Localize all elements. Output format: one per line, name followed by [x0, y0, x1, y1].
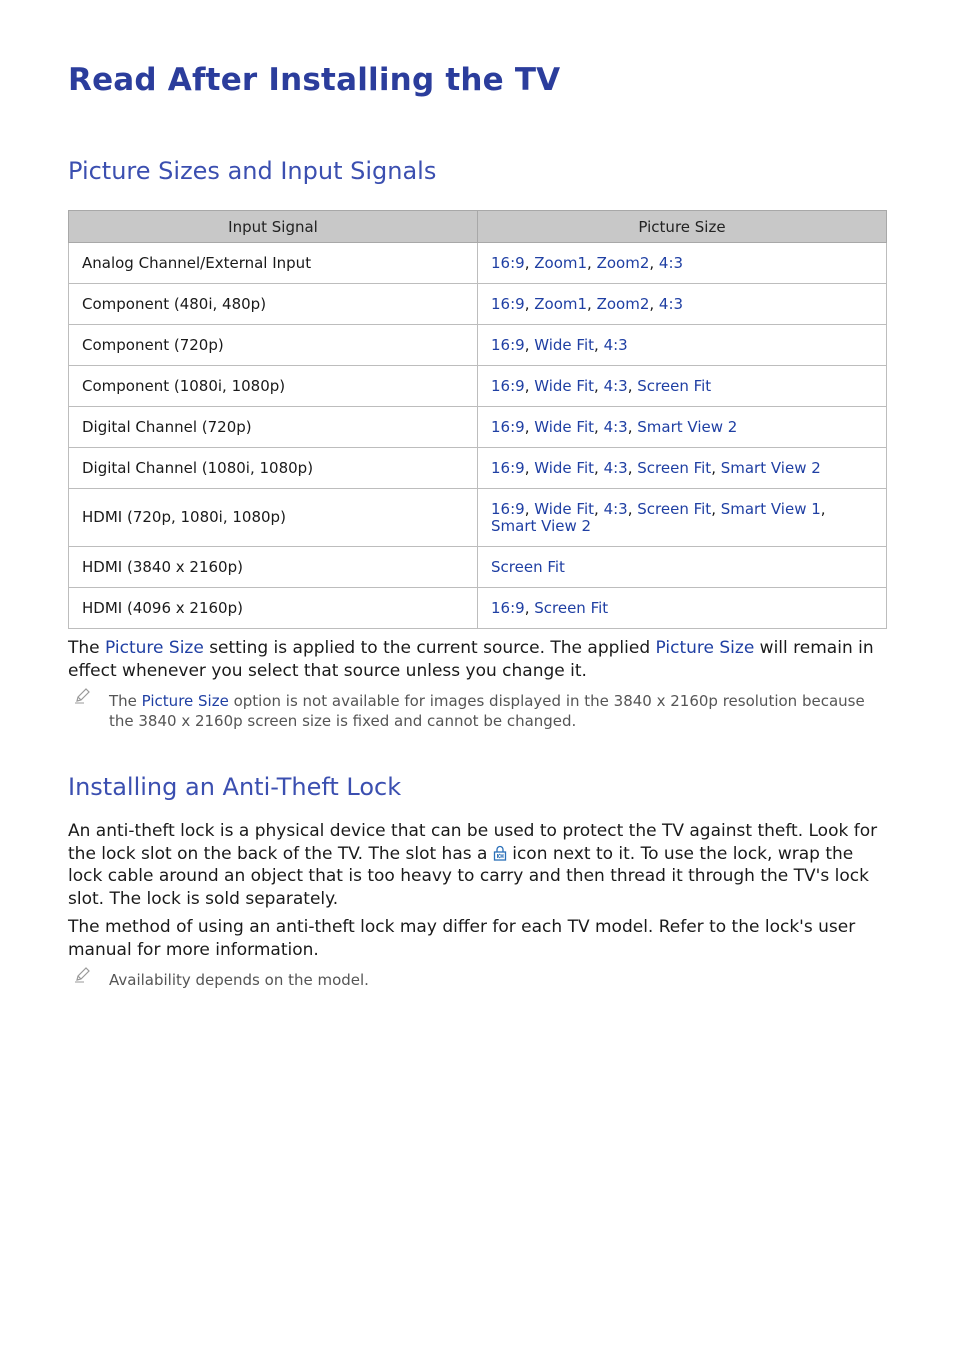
picture-size-option: Zoom2	[596, 294, 650, 313]
picture-size-cell	[478, 588, 887, 629]
input-signal-cell: Component (1080i, 1080p)	[69, 366, 478, 407]
paragraph-text: The	[68, 638, 106, 658]
separator: ,	[524, 253, 535, 272]
anti-theft-paragraph	[68, 820, 886, 910]
separator: ,	[649, 253, 659, 272]
picture-size-option: 4:3	[603, 335, 628, 354]
picture-size-option: Smart View 2	[720, 458, 821, 477]
page-title: Read After Installing the TV	[68, 62, 561, 98]
picture-size-option: Smart View 1	[720, 499, 821, 518]
input-signal-cell: HDMI (4096 x 2160p)	[69, 588, 478, 629]
separator: ,	[649, 294, 659, 313]
picture-size-cell	[478, 366, 887, 407]
picture-size-keyword: Picture Size	[655, 638, 755, 658]
picture-size-option: 16:9	[491, 376, 525, 395]
picture-size-option: Zoom1	[534, 294, 588, 313]
table-body	[69, 243, 887, 629]
picture-size-table	[68, 210, 887, 629]
separator: ,	[524, 499, 535, 518]
table-row	[69, 407, 887, 448]
picture-size-cell	[478, 448, 887, 489]
separator: ,	[524, 458, 535, 477]
picture-size-option: 4:3	[603, 376, 628, 395]
section-title-picture-sizes: Picture Sizes and Input Signals	[68, 157, 437, 185]
table-row	[69, 448, 887, 489]
separator: ,	[594, 335, 604, 354]
picture-size-option: 4:3	[603, 458, 628, 477]
table-row	[69, 489, 887, 547]
separator: ,	[524, 335, 535, 354]
picture-size-option: 4:3	[603, 499, 628, 518]
separator: ,	[524, 598, 535, 617]
note-text: Availability depends on the model.	[109, 971, 369, 989]
input-signal-cell: Digital Channel (1080i, 1080p)	[69, 448, 478, 489]
separator: ,	[627, 499, 638, 518]
picture-size-paragraph	[68, 637, 886, 682]
table-row	[69, 325, 887, 366]
paragraph-text: icon next to it. To use the lock, wrap the lock cable around an object that is too heavy to carry and then thread it through the TV's lock slot. The lock is sold separately.	[68, 843, 869, 909]
anti-theft-method-paragraph: The method of using an anti-theft lock may differ for each TV model. Refer to the lock's user manual for more information.	[68, 917, 856, 960]
picture-size-option: Screen Fit	[491, 557, 565, 576]
picture-size-option: 4:3	[658, 294, 684, 313]
picture-size-keyword: Picture Size	[141, 692, 229, 710]
table-row	[69, 588, 887, 629]
paragraph-text: setting is applied to the current source. The applied	[203, 638, 656, 658]
picture-size-option: Screen Fit	[637, 376, 712, 395]
table-row	[69, 284, 887, 325]
paragraph-text: An anti-theft lock is a physical device that can be used to protect the TV against theft. Look for the lock slot on the back of the TV. The slot has a	[68, 821, 878, 864]
paragraph-text: will remain in effect whenever you select that source unless you change it.	[68, 638, 874, 681]
picture-size-cell	[478, 243, 887, 284]
picture-size-option: 16:9	[491, 417, 525, 436]
separator: ,	[820, 499, 826, 518]
picture-size-option: Wide Fit	[534, 335, 595, 354]
picture-size-option: Wide Fit	[534, 458, 595, 477]
input-signal-cell: HDMI (3840 x 2160p)	[69, 547, 478, 588]
input-signal-cell: HDMI (720p, 1080i, 1080p)	[69, 489, 478, 547]
separator: ,	[627, 376, 638, 395]
table-row	[69, 243, 887, 284]
picture-size-keyword: Picture Size	[105, 638, 204, 658]
kensington-lock-icon	[493, 845, 507, 861]
separator: ,	[594, 458, 604, 477]
picture-size-option: 16:9	[491, 335, 525, 354]
separator: ,	[587, 253, 597, 272]
pencil-icon	[74, 965, 92, 983]
picture-size-cell	[478, 407, 887, 448]
picture-size-option: 16:9	[491, 253, 525, 272]
picture-size-option: Screen Fit	[637, 499, 712, 518]
separator: ,	[711, 499, 721, 518]
section-title-anti-theft-lock: Installing an Anti-Theft Lock	[68, 773, 402, 801]
separator: ,	[587, 294, 597, 313]
separator: ,	[524, 294, 535, 313]
picture-size-option: Wide Fit	[534, 417, 595, 436]
picture-size-option: Zoom2	[596, 253, 650, 272]
pencil-icon	[74, 686, 92, 704]
picture-size-cell	[478, 325, 887, 366]
picture-size-option: Wide Fit	[534, 376, 595, 395]
picture-size-option: Zoom1	[534, 253, 588, 272]
separator: ,	[524, 376, 535, 395]
picture-size-option: 16:9	[491, 458, 525, 477]
separator: ,	[594, 376, 604, 395]
separator: ,	[594, 499, 604, 518]
input-signal-cell: Digital Channel (720p)	[69, 407, 478, 448]
table-header-row	[69, 211, 887, 243]
picture-size-option: Smart View 2	[491, 516, 592, 535]
picture-size-cell	[478, 547, 887, 588]
picture-size-option: 16:9	[491, 294, 525, 313]
picture-size-option: 4:3	[658, 253, 684, 272]
note-text-part: option is not available for images displayed in the 3840 x 2160p resolution because the 3840 x 2160p screen size is fixed and cannot be changed.	[109, 692, 865, 730]
column-header-input-signal: Input Signal	[69, 211, 478, 243]
picture-size-option: Wide Fit	[534, 499, 595, 518]
table-row	[69, 547, 887, 588]
picture-size-cell	[478, 284, 887, 325]
picture-size-option: 4:3	[603, 417, 628, 436]
picture-size-option: 16:9	[491, 598, 525, 617]
separator: ,	[627, 458, 638, 477]
picture-size-option: 16:9	[491, 499, 525, 518]
input-signal-cell: Component (720p)	[69, 325, 478, 366]
picture-size-option: Screen Fit	[637, 458, 712, 477]
picture-size-option: Smart View 2	[637, 417, 738, 436]
input-signal-cell: Analog Channel/External Input	[69, 243, 478, 284]
separator: ,	[711, 458, 721, 477]
separator: ,	[594, 417, 604, 436]
separator: ,	[524, 417, 535, 436]
picture-size-cell	[478, 489, 887, 547]
note-text-part: The	[109, 692, 142, 710]
column-header-picture-size: Picture Size	[478, 211, 887, 243]
table-row	[69, 366, 887, 407]
input-signal-cell: Component (480i, 480p)	[69, 284, 478, 325]
separator: ,	[627, 417, 638, 436]
note-text	[109, 691, 869, 731]
picture-size-option: Screen Fit	[534, 598, 609, 617]
